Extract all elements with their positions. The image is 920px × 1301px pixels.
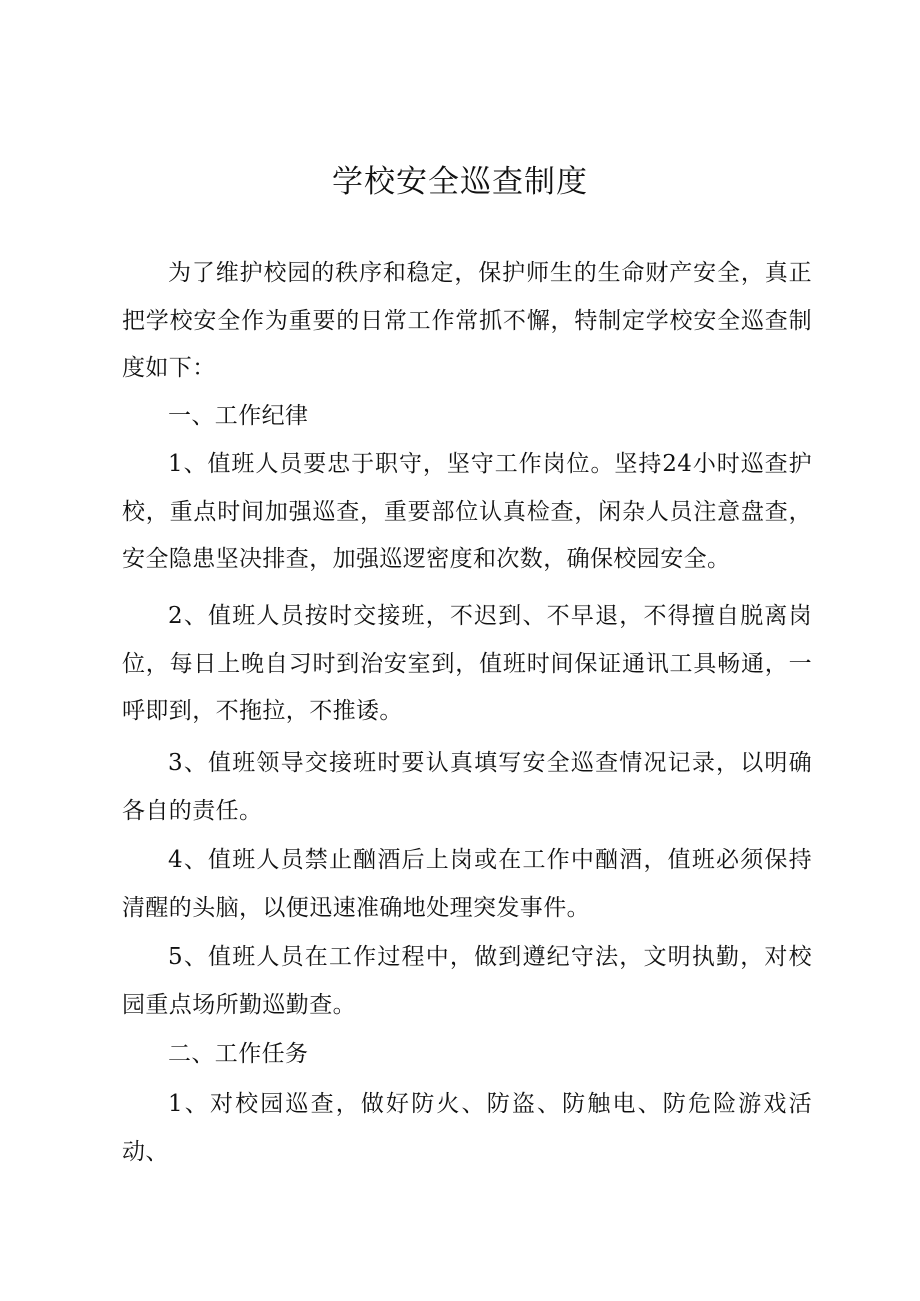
section-heading-work-tasks: 二、工作任务 — [168, 1041, 309, 1067]
discipline-item-1: 1、值班人员要忠于职守，坚守工作岗位。坚持24小时巡查护校，重点时间加强巡查，重要部位认真检查，闲杂人员注意盘查，安全隐患坚决排查，加强巡逻密度和次数，确保校园安全。 — [122, 451, 812, 572]
discipline-item-2: 2、值班人员按时交接班，不迟到、不早退，不得擅自脱离岗位，每日上晚自习时到治安室到，值班时间保证通讯工具畅通，一呼即到，不拖拉，不推诿。 — [122, 603, 812, 724]
discipline-item-4: 4、值班人员禁止酗酒后上岗或在工作中酗酒，值班必须保持清醒的头脑，以便迅速准确地处理突发事件。 — [122, 847, 812, 921]
document-title: 学校安全巡查制度 — [332, 164, 588, 200]
discipline-item-5: 5、值班人员在工作过程中，做到遵纪守法，文明执勤，对校园重点场所勤巡勤查。 — [122, 944, 812, 1018]
section-heading-work-discipline: 一、工作纪律 — [168, 403, 309, 429]
discipline-item-3: 3、值班领导交接班时要认真填写安全巡查情况记录，以明确各自的责任。 — [122, 750, 812, 824]
intro-paragraph: 为了维护校园的秩序和稳定，保护师生的生命财产安全，真正把学校安全作为重要的日常工作常抓不懈，特制定学校安全巡查制度如下： — [122, 260, 812, 381]
task-item-1: 1、对校园巡查，做好防火、防盗、防触电、防危险游戏活动、 — [122, 1091, 812, 1165]
